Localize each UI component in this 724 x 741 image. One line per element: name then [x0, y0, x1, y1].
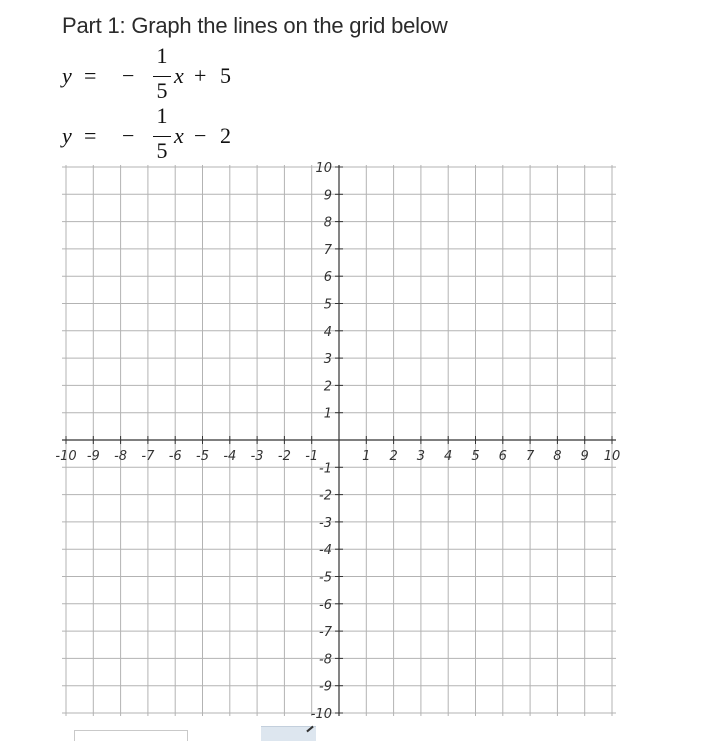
y-tick-label: 2 — [323, 379, 332, 395]
x-tick-label: -5 — [196, 449, 209, 464]
x-tick-label: -9 — [86, 449, 100, 464]
y-tick-label: -10 — [310, 707, 332, 722]
y-tick-label: -6 — [319, 597, 332, 613]
axes — [62, 165, 616, 716]
eq2-constant: 2 — [220, 123, 231, 148]
eq2-lhs: y — [62, 123, 72, 148]
y-tick-label: -7 — [319, 625, 332, 641]
y-tick-label: -1 — [319, 461, 332, 477]
eq1-sign: − — [122, 63, 135, 88]
y-tick-label: 6 — [323, 270, 332, 286]
y-tick-label: -5 — [319, 570, 332, 586]
x-tick-label: 8 — [553, 449, 562, 464]
x-tick-label: 6 — [498, 449, 507, 464]
x-tick-label: -1 — [305, 449, 319, 464]
eq1-numerator: 1 — [156, 43, 168, 68]
x-tick-label: 5 — [471, 449, 480, 464]
eq1-denominator: 5 — [156, 78, 168, 103]
drawing-tool-button[interactable] — [261, 726, 316, 741]
x-tick-label: -6 — [168, 449, 182, 464]
y-tick-label: 10 — [315, 161, 332, 176]
tick-labels — [55, 161, 620, 722]
x-tick-label: 3 — [416, 449, 426, 464]
x-tick-label: 2 — [389, 449, 398, 464]
x-tick-label: 7 — [525, 449, 535, 464]
y-tick-label: -9 — [319, 679, 332, 695]
x-tick-label: -2 — [277, 449, 291, 464]
x-tick-label: 1 — [362, 449, 371, 464]
x-tick-label: 10 — [603, 449, 621, 464]
y-tick-label: 4 — [323, 324, 332, 340]
eq1-lhs: y — [62, 63, 72, 88]
eq1-variable: x — [174, 63, 184, 88]
y-tick-label: 3 — [323, 352, 332, 368]
x-tick-label: -10 — [55, 449, 77, 464]
eq2-equals: = — [84, 123, 97, 148]
x-tick-label: -3 — [250, 449, 264, 464]
x-tick-label: -8 — [114, 449, 128, 464]
x-tick-label: -4 — [223, 449, 237, 464]
y-tick-label: -3 — [319, 515, 332, 531]
pencil-icon — [306, 726, 313, 733]
eq2-variable: x — [174, 123, 184, 148]
eq2-operator: − — [194, 123, 207, 148]
eq2-denominator: 5 — [156, 138, 168, 163]
eq2-sign: − — [122, 123, 135, 148]
y-tick-label: -8 — [319, 652, 332, 668]
question-prompt: Part 1: Graph the lines on the grid below — [62, 13, 448, 38]
x-tick-label: 9 — [580, 449, 589, 464]
eq2-numerator: 1 — [156, 103, 168, 128]
eq1-constant: 5 — [220, 63, 231, 88]
eq1-equals: = — [84, 63, 97, 88]
y-tick-label: 1 — [323, 406, 332, 422]
eq1-operator: + — [194, 63, 207, 88]
answer-input-box[interactable] — [74, 730, 188, 741]
y-tick-label: 8 — [323, 215, 332, 231]
x-tick-label: 4 — [444, 449, 453, 464]
y-tick-label: -4 — [319, 543, 332, 559]
y-tick-label: 5 — [323, 297, 332, 313]
x-tick-label: -7 — [141, 449, 155, 464]
y-tick-label: 9 — [323, 188, 332, 204]
y-tick-label: -2 — [319, 488, 332, 504]
y-tick-label: 7 — [323, 242, 332, 258]
